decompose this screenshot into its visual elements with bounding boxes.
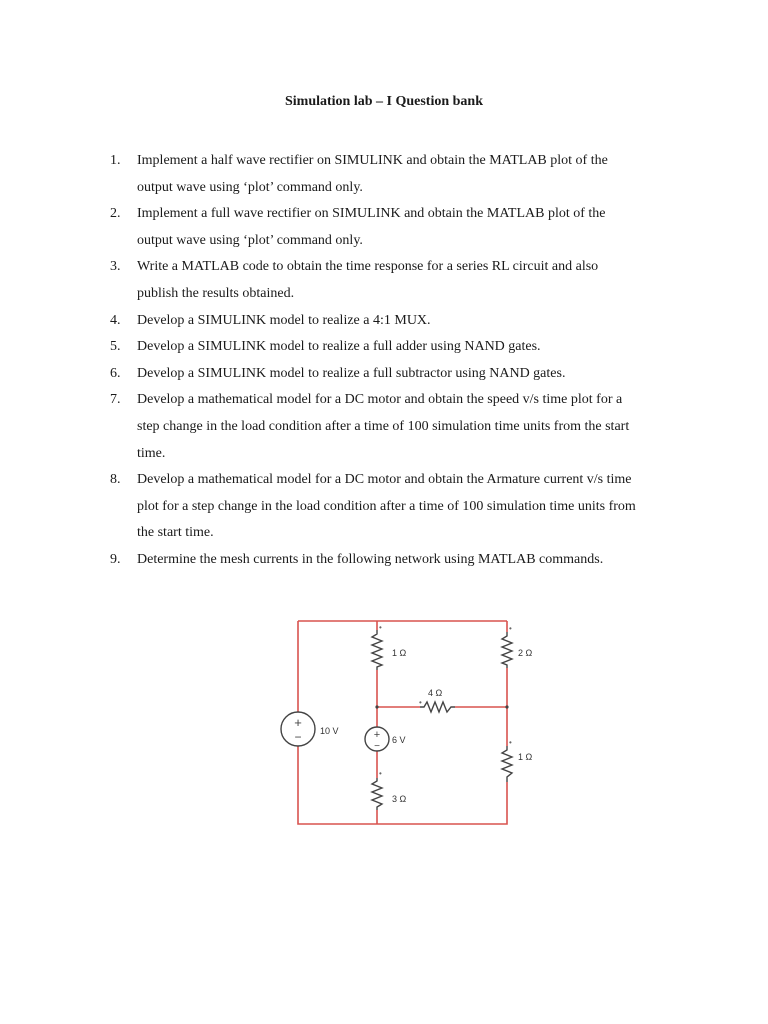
question-item-9 [0,547,768,574]
question-text-line: output wave using ‘plot’ command only. [137,232,363,248]
terminal-dot-r1: • [379,623,382,632]
question-number: 8. [110,472,121,488]
terminal-dot-r4: • [419,698,422,707]
question-item-1 [0,148,768,201]
source-6v-plus: + [373,729,381,741]
source-6v-minus: − [374,741,380,752]
question-text-line: Write a MATLAB code to obtain the time response for a series RL circuit and also [137,259,599,275]
question-item-7 [0,387,768,467]
question-text-line: plot for a step change in the load condition after a time of 100 simulation time units from [137,498,636,514]
question-number: 5. [110,339,121,355]
wire-right-lower [377,707,507,824]
question-item-5 [0,334,768,361]
wire-left [298,621,377,824]
terminal-dots [379,623,512,778]
label-10v: 10 V [320,726,339,736]
label-1ohm-bottom-right: 1 Ω [518,752,533,762]
question-item-3 [0,254,768,307]
question-text-line: Develop a SIMULINK model to realize a 4:1 MUX. [137,312,431,328]
question-number: 9. [110,551,121,567]
question-item-8 [0,467,768,547]
source-10v [281,712,315,746]
terminal-dot-r3: • [379,769,382,778]
question-text-line: Develop a SIMULINK model to realize a full subtractor using NAND gates. [137,365,566,381]
junction-middle [375,705,378,708]
junction-right [505,705,508,708]
question-text-line: Develop a SIMULINK model to realize a full adder using NAND gates. [137,339,541,355]
question-text-line: Develop a mathematical model for a DC motor and obtain the Armature current v/s time [137,472,632,488]
question-item-2 [0,201,768,254]
label-6v: 6 V [392,735,406,745]
question-text-line: Develop a mathematical model for a DC motor and obtain the speed v/s time plot for a [137,392,623,408]
question-number: 1. [110,153,121,168]
document-title: Simulation lab – I Question bank [284,94,483,109]
resistor-2ohm-top-right [502,632,512,668]
label-3ohm-bottom-left: 3 Ω [392,794,407,804]
question-text-line: Determine the mesh currents in the following network using MATLAB commands. [137,551,604,567]
question-number: 4. [110,312,121,328]
question-number: 2. [110,206,121,222]
question-text-line: the start time. [137,525,214,541]
source-6v [365,727,389,752]
circuit-labels [320,648,533,804]
question-list [0,148,768,574]
source-10v-minus: − [294,730,302,744]
label-1ohm-top-left: 1 Ω [392,648,407,658]
question-text-line: step change in the load condition after a time of 100 simulation time units from the start [137,418,630,434]
resistor-3ohm-bottom-left [372,778,382,810]
terminal-dot-r2: • [509,624,512,633]
question-text-line: publish the results obtained. [137,285,295,301]
question-item-6 [0,361,768,388]
resistor-4ohm-middle [420,702,455,712]
question-text-line: output wave using ‘plot’ command only. [137,179,363,195]
question-number: 3. [110,259,121,275]
question-text-line: Implement a full wave rectifier on SIMULINK and obtain the MATLAB plot of the [137,206,606,222]
source-10v-plus: + [294,715,302,730]
question-number: 6. [110,365,121,381]
label-2ohm-top-right: 2 Ω [518,648,533,658]
resistor-1ohm-top-left [372,630,382,670]
question-text-line: time. [137,445,166,461]
question-item-4 [0,308,768,335]
question-text-line: Implement a half wave rectifier on SIMULINK and obtain the MATLAB plot of the [137,153,608,168]
question-number: 7. [110,392,121,408]
label-4ohm-middle: 4 Ω [428,688,443,698]
circuit-diagram [280,610,550,830]
terminal-dot-r5: • [509,738,512,747]
resistor-1ohm-bottom-right [502,746,512,782]
